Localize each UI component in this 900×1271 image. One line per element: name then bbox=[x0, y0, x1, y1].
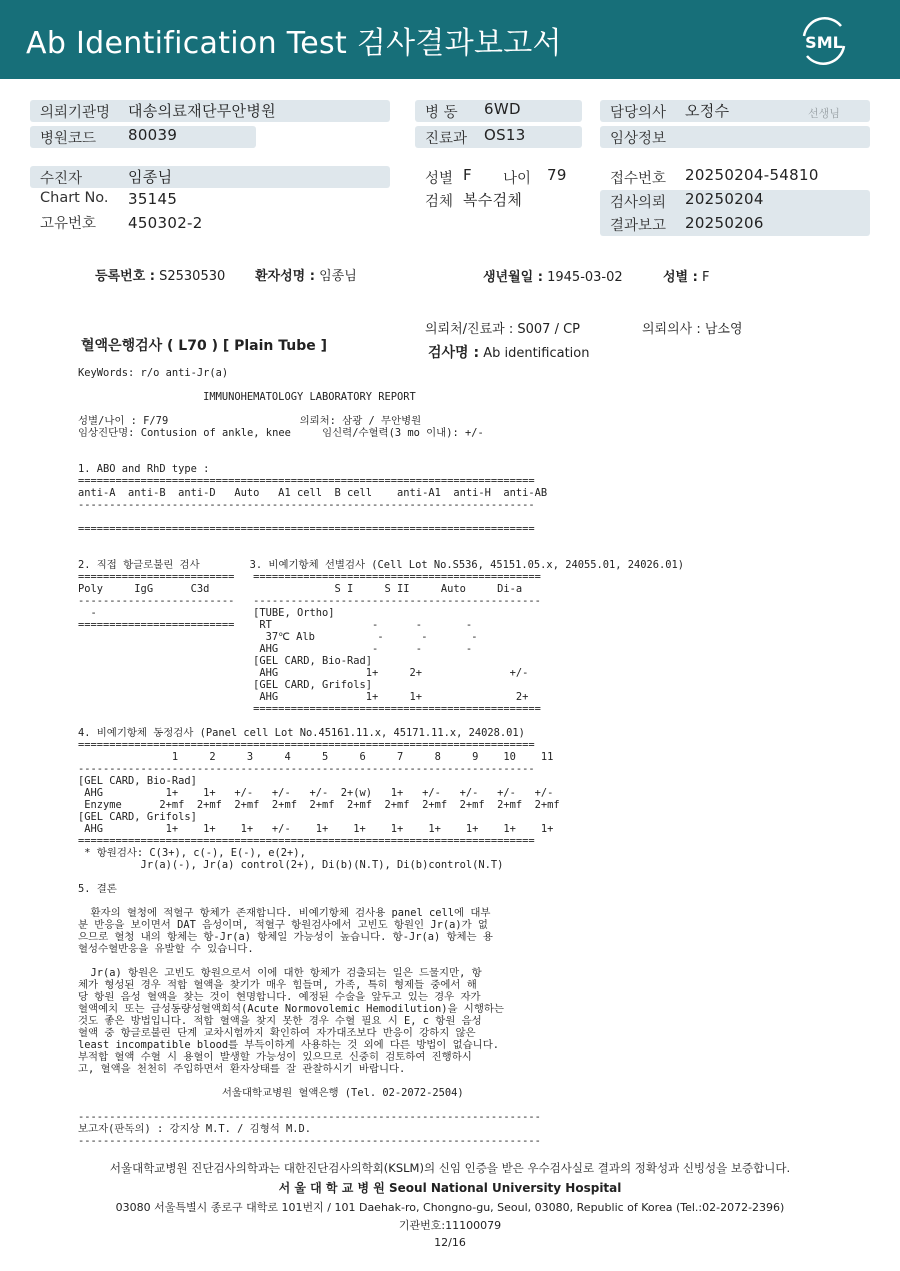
report-line: ------------------------- ---------------------------------------------- bbox=[78, 595, 541, 607]
report-line: 서울대학교병원 혈액은행 (Tel. 02-2072-2504) bbox=[78, 1087, 464, 1099]
report-line: 혈액예치 또는 급성동량성혈액희석(Acute Normovolemic Hemodilution)을 시행하는 bbox=[78, 1003, 504, 1015]
report-line: 으므로 혈청 내의 항체는 항-Jr(a) 항체일 가능성이 높습니다. 항-Jr(a) 항체는 용 bbox=[78, 931, 493, 943]
report-line: ========================= RT - - - bbox=[78, 619, 473, 631]
id-value: 450302-2 bbox=[128, 214, 203, 232]
report-line: IMMUNOHEMATOLOGY LABORATORY REPORT bbox=[78, 391, 416, 403]
report-line bbox=[78, 955, 684, 967]
report-date-value: 20250206 bbox=[685, 214, 764, 232]
report-line: ========================================================================= bbox=[78, 523, 535, 535]
report-line: 37℃ Alb - - - bbox=[78, 631, 478, 643]
report-line: Poly IgG C3d S I S II Auto Di-a bbox=[78, 583, 523, 595]
institution-label: 의뢰기관명 bbox=[40, 105, 111, 121]
test-name: 검사명 : Ab identification bbox=[428, 345, 590, 361]
report-line: 2. 직접 항글로불린 검사 3. 비예기항체 선별검사 (Cell Lot No.S536, 45151.05.x, 24055.01, 24026.01) bbox=[78, 559, 685, 571]
report-line: 고, 혈액을 천천히 주입하면서 환자상태를 잘 관찰하시기 바랍니다. bbox=[78, 1063, 406, 1075]
report-line bbox=[78, 535, 684, 547]
report-line: [GEL CARD, Bio-Rad] bbox=[78, 775, 197, 787]
patient-name: 환자성명 : 임종님 bbox=[255, 269, 357, 284]
report-line: -------------------------------------------------------------------------- bbox=[78, 1111, 541, 1123]
age-value: 79 bbox=[547, 166, 567, 184]
institution-value: 대송의료재단무안병원 bbox=[128, 102, 276, 120]
report-line: 1 2 3 4 5 6 7 8 9 10 11 bbox=[78, 751, 554, 763]
report-line: * 항원검사: C(3+), c(-), E(-), e(2+), bbox=[78, 847, 306, 859]
report-line: [GEL CARD, Bio-Rad] bbox=[78, 655, 373, 667]
report-line: KeyWords: r/o anti-Jr(a) bbox=[78, 367, 229, 379]
id-label: 고유번호 bbox=[40, 216, 97, 232]
specimen-value: 복수검체 bbox=[463, 191, 523, 209]
report-line: -------------------------------------------------------------------------- bbox=[78, 1135, 541, 1147]
report-line: Enzyme 2+mf 2+mf 2+mf 2+mf 2+mf 2+mf 2+mf 2+mf 2+mf 2+mf 2+mf bbox=[78, 799, 560, 811]
patient-bar bbox=[30, 166, 390, 188]
report-line: 체가 형성된 경우 적합 혈액을 찾기가 매우 힘들며, 가족, 특히 형제들 중에서 해 bbox=[78, 979, 477, 991]
doctor-label: 담당의사 bbox=[610, 105, 667, 121]
doctor-value: 오정수 bbox=[685, 102, 730, 120]
section-title: 혈액은행검사 ( L70 ) [ Plain Tube ] bbox=[81, 338, 328, 354]
report-line: ------------------------------------------------------------------------- bbox=[78, 499, 535, 511]
institution-number: 기관번호:11100079 bbox=[398, 1219, 502, 1232]
hospital-code-value: 80039 bbox=[128, 126, 178, 144]
patient-value: 임종님 bbox=[128, 168, 173, 186]
specimen-label: 검체 bbox=[425, 194, 454, 210]
report-line: - [TUBE, Ortho] bbox=[78, 607, 335, 619]
report-line: least incompatible blood를 부득이하게 사용하는 것 외에 다른 방법이 없습니다. bbox=[78, 1039, 500, 1051]
report-line: AHG 1+ 1+ 2+ bbox=[78, 691, 529, 703]
doctor-suffix: 선생님 bbox=[808, 107, 840, 120]
report-line: 임상진단명: Contusion of ankle, knee 임신력/수혈력(3 mo 이내): +/- bbox=[78, 427, 484, 439]
report-body bbox=[78, 367, 684, 1147]
hospital-name: 서 울 대 학 교 병 원 Seoul National University Hospital bbox=[278, 1181, 622, 1195]
requester-dept: 의뢰처/진료과 : S007 / CP bbox=[425, 322, 580, 337]
report-line bbox=[78, 1099, 684, 1111]
report-line: ========================================================================= bbox=[78, 475, 535, 487]
report-line bbox=[78, 451, 684, 463]
report-line: AHG - - - bbox=[78, 643, 473, 655]
sml-logo-icon bbox=[797, 14, 851, 68]
report-line: AHG 1+ 1+ +/- +/- +/- 2+(w) 1+ +/- +/- +/- +/- bbox=[78, 787, 554, 799]
chart-value: 35145 bbox=[128, 190, 178, 208]
report-line: [GEL CARD, Grifols] bbox=[78, 679, 373, 691]
report-date-label: 결과보고 bbox=[610, 218, 667, 234]
dob: 생년월일 : 1945-03-02 bbox=[483, 270, 623, 285]
dept-value: OS13 bbox=[484, 126, 526, 144]
report-line: 것도 좋은 방법입니다. 적합 혈액을 찾지 못한 경우 수혈 필요 시 E, c 항원 음성 bbox=[78, 1015, 482, 1027]
hospital-code-label: 병원코드 bbox=[40, 131, 97, 147]
report-line: Jr(a) 항원은 고빈도 항원으로서 이에 대한 항체가 검출되는 일은 드물지만, 항 bbox=[78, 967, 482, 979]
page-number: 12/16 bbox=[434, 1236, 466, 1249]
clinical-label: 임상정보 bbox=[610, 131, 667, 147]
receipt-label: 접수번호 bbox=[610, 171, 667, 187]
age-label: 나이 bbox=[503, 171, 532, 187]
report-line bbox=[78, 511, 684, 523]
requesting-doctor: 의뢰의사 : 남소영 bbox=[642, 322, 743, 337]
report-line bbox=[78, 547, 684, 559]
report-line: ========================= ============================================== bbox=[78, 571, 541, 583]
header-band bbox=[0, 0, 900, 79]
sex-value: F bbox=[463, 166, 472, 184]
hospital-address: 03080 서울특별시 종로구 대학로 101번지 / 101 Daehak-ro, Chongno-gu, Seoul, 03080, Republic of Korea (Tel.:02-2072-2396) bbox=[115, 1201, 785, 1214]
report-line: 혈성수혈반응을 유발할 수 있습니다. bbox=[78, 943, 254, 955]
report-line: [GEL CARD, Grifols] bbox=[78, 811, 197, 823]
report-line bbox=[78, 1075, 684, 1087]
ward-label: 병 동 bbox=[425, 105, 458, 121]
report-line: 보고자(판독의) : 강지상 M.T. / 김형석 M.D. bbox=[78, 1123, 312, 1135]
request-value: 20250204 bbox=[685, 190, 764, 208]
report-line bbox=[78, 871, 684, 883]
report-line: ========================================================================= bbox=[78, 739, 535, 751]
report-line: 부적합 혈액 수혈 시 용혈이 발생할 가능성이 있으므로 신중히 검토하여 진행하시 bbox=[78, 1051, 472, 1063]
report-line bbox=[78, 403, 684, 415]
report-line: ============================================== bbox=[78, 703, 541, 715]
report-title: Ab Identification Test 검사결과보고서 bbox=[26, 26, 562, 61]
report-line: ------------------------------------------------------------------------- bbox=[78, 763, 535, 775]
report-line: 혈액 중 항글로불린 단계 교차시험까지 확인하여 자가대조보다 반응이 강하지 않은 bbox=[78, 1027, 476, 1039]
report-line bbox=[78, 895, 684, 907]
report-line: 분 반응을 보이면서 DAT 음성이며, 적혈구 항원검사에서 고빈도 항원인 Jr(a)가 없 bbox=[78, 919, 488, 931]
sex-label: 성별 bbox=[425, 171, 454, 187]
reg-sex: 성별 : F bbox=[663, 270, 710, 285]
reg-no: 등록번호 : S2530530 bbox=[95, 269, 226, 284]
report-line: 환자의 혈청에 적혈구 항체가 존재합니다. 비예기항체 검사용 panel cell에 대부 bbox=[78, 907, 491, 919]
certification-text: 서울대학교병원 진단검사의학과는 대한진단검사의학회(KSLM)의 신임 인증을 받은 우수검사실로 결과의 정확성과 신빙성을 보증합니다. bbox=[109, 1161, 791, 1175]
report-line: AHG 1+ 2+ +/- bbox=[78, 667, 529, 679]
report-line: anti-A anti-B anti-D Auto A1 cell B cell anti-A1 anti-H anti-AB bbox=[78, 487, 548, 499]
report-line: ========================================================================= bbox=[78, 835, 535, 847]
receipt-value: 20250204-54810 bbox=[685, 166, 819, 184]
request-label: 검사의뢰 bbox=[610, 195, 667, 211]
report-line bbox=[78, 439, 684, 451]
report-line: 5. 결론 bbox=[78, 883, 117, 895]
report-line: Jr(a)(-), Jr(a) control(2+), Di(b)(N.T), Di(b)control(N.T) bbox=[78, 859, 504, 871]
dept-label: 진료과 bbox=[425, 131, 468, 147]
patient-label: 수진자 bbox=[40, 171, 83, 187]
report-line bbox=[78, 715, 684, 727]
report-line: AHG 1+ 1+ 1+ +/- 1+ 1+ 1+ 1+ 1+ 1+ 1+ bbox=[78, 823, 554, 835]
report-line bbox=[78, 379, 684, 391]
logo-text: SML bbox=[805, 33, 843, 52]
ward-value: 6WD bbox=[484, 100, 521, 118]
report-line: 성별/나이 : F/79 의뢰처: 삼광 / 무안병원 bbox=[78, 415, 422, 427]
report-line: 당 항원 음성 혈액을 찾는 것이 현명합니다. 예정된 수술을 앞두고 있는 경우 자가 bbox=[78, 991, 481, 1003]
chart-label: Chart No. bbox=[40, 190, 109, 206]
report-line: 4. 비예기항체 동정검사 (Panel cell Lot No.45161.11.x, 45171.11.x, 24028.01) bbox=[78, 727, 525, 739]
report-line: 1. ABO and RhD type : bbox=[78, 463, 210, 475]
